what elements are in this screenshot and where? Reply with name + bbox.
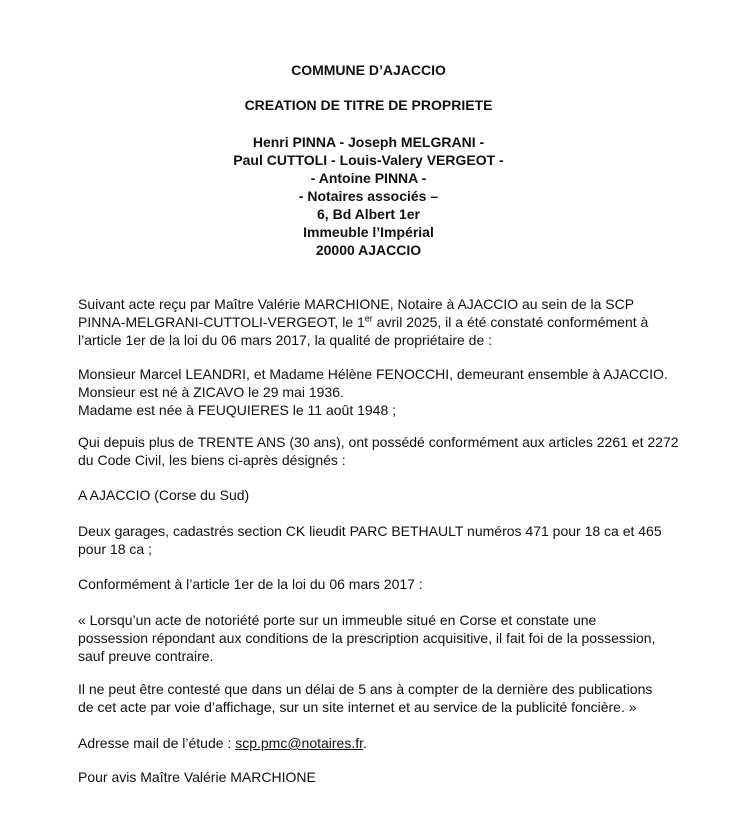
intro-line-1: Suivant acte reçu par Maître Valérie MARCHIONE, Notaire à AJACCIO au sein de la SCP <box>78 296 635 312</box>
intro-line-3: l’article 1er de la loi du 06 mars 2017, la qualité de propriétaire de : <box>78 332 493 348</box>
law-intro-line: Conformément à l’article 1er de la loi du 06 mars 2017 : <box>78 576 423 592</box>
notary-names-line-2: Paul CUTTOLI - Louis-Valery VERGEOT - <box>233 152 504 168</box>
contact-email-link[interactable]: scp.pmc@notaires.fr <box>235 735 364 751</box>
possession-line-2: du Code Civil, les biens ci-après désignés : <box>78 452 346 468</box>
notary-address-city: 20000 AJACCIO <box>315 242 422 258</box>
notary-address-building: Immeuble l’Impérial <box>303 224 434 240</box>
signature-line: Pour avis Maître Valérie MARCHIONE <box>78 769 316 785</box>
law-intro-paragraph <box>78 575 728 593</box>
contact-label: Adresse mail de l’étude : <box>78 735 236 751</box>
signature-paragraph <box>78 768 728 786</box>
intro-paragraph <box>78 295 728 349</box>
quote-1-line-1: « Lorsqu’un acte de notoriété porte sur un immeuble situé en Corse et constate une <box>78 612 597 628</box>
possession-paragraph <box>78 433 728 469</box>
quote-2-line-2: de cet acte par voie d’affichage, sur un site internet et au service de la publicité foncière. » <box>78 699 637 715</box>
property-paragraph <box>78 522 728 558</box>
notary-address-street: 6, Bd Albert 1er <box>317 206 420 222</box>
intro-line-2: PINNA-MELGRANI-CUTTOLI-VERGEOT, le 1er avril 2025, il a été constaté conformément à <box>78 313 649 330</box>
commune-heading: COMMUNE D’AJACCIO <box>291 62 446 78</box>
contact-paragraph <box>78 734 728 752</box>
notary-names-line-3: - Antoine PINNA - <box>310 170 427 186</box>
notary-role-line: - Notaires associés – <box>298 188 439 204</box>
notary-office-block <box>0 133 737 259</box>
location-paragraph <box>78 486 728 504</box>
quote-1-line-2: possession répondant aux conditions de la prescription acquisitive, il fait foi de la possession, <box>78 630 656 646</box>
possession-line-1: Qui depuis plus de TRENTE ANS (30 ans), ont possédé conformément aux articles 2261 et 2272 <box>78 434 679 450</box>
quote-2-line-1: Il ne peut être contesté que dans un délai de 5 ans à compter de la dernière des publications <box>78 681 653 697</box>
owners-line-2: Monsieur est né à ZICAVO le 29 mai 1936. <box>78 384 344 400</box>
property-line-1: Deux garages, cadastrés section CK lieudit PARC BETHAULT numéros 471 pour 18 ca et 465 <box>78 523 662 539</box>
quote-paragraph-2 <box>78 680 728 716</box>
quote-paragraph-1 <box>78 611 728 665</box>
owners-line-3: Madame est née à FEUQUIERES le 11 août 1948 ; <box>78 402 397 418</box>
notice-title: CREATION DE TITRE DE PROPRIETE <box>244 97 493 113</box>
notary-names-line-1: Henri PINNA - Joseph MELGRANI - <box>252 134 485 150</box>
contact-line: Adresse mail de l’étude : scp.pmc@notaires.fr. <box>78 735 367 751</box>
property-line-2: pour 18 ca ; <box>78 541 152 557</box>
quote-1-line-3: sauf preuve contraire. <box>78 648 214 664</box>
location-line: A AJACCIO (Corse du Sud) <box>78 487 250 503</box>
owners-line-1: Monsieur Marcel LEANDRI, et Madame Hélène FENOCCHI, demeurant ensemble à AJACCIO. <box>78 366 668 382</box>
owners-paragraph <box>78 365 728 419</box>
